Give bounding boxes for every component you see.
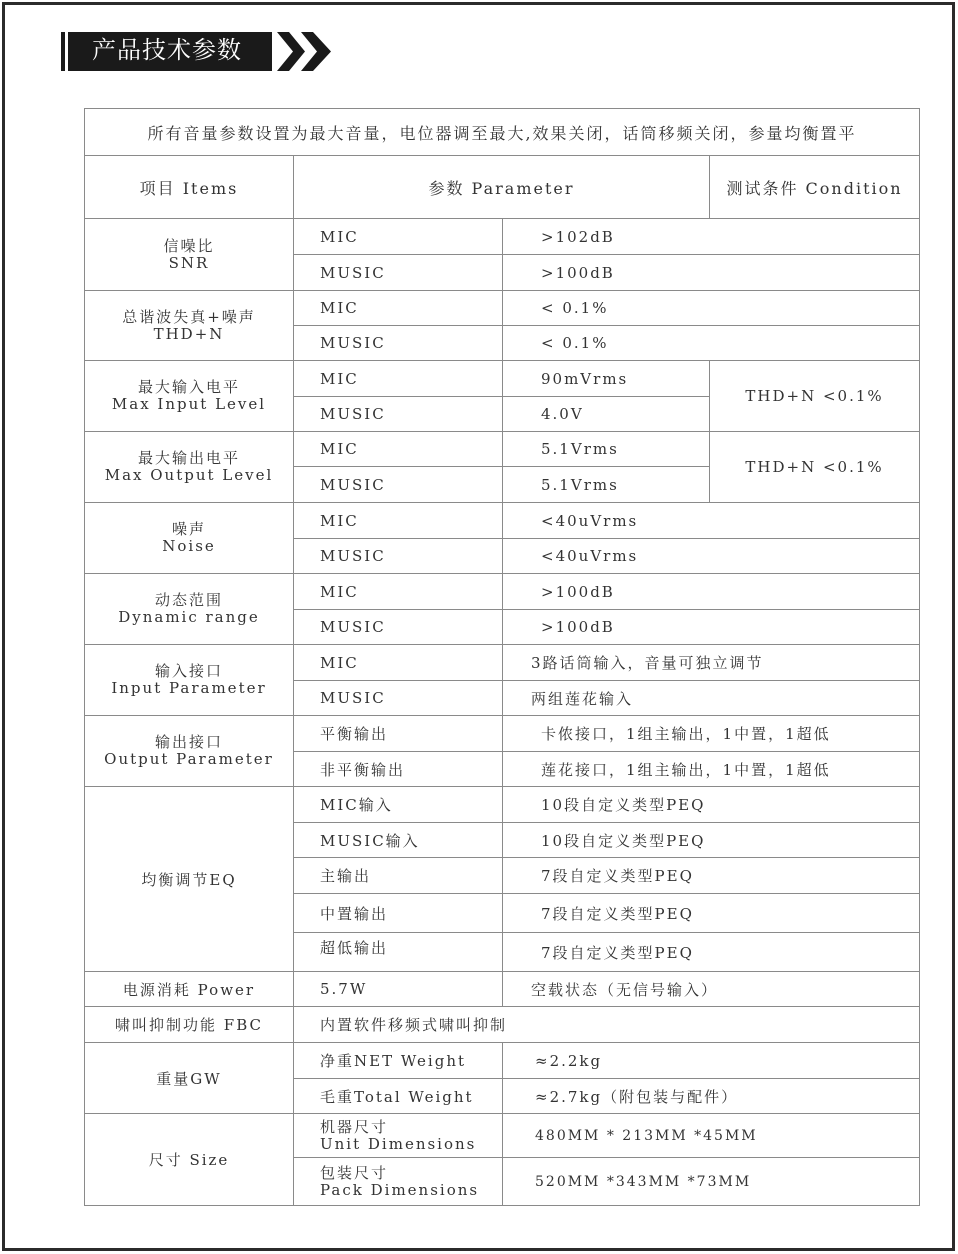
sub-value: < 0.1% bbox=[503, 326, 920, 361]
sub-label: MUSIC bbox=[294, 255, 503, 291]
sub-value: 7段自定义类型PEQ bbox=[503, 894, 920, 933]
sub-label: MIC bbox=[294, 574, 503, 610]
sub-value: 5.1Vrms bbox=[503, 467, 710, 503]
table-row-dynamic-range bbox=[85, 574, 920, 610]
condition-max-output: THD+N <0.1% bbox=[710, 432, 920, 503]
sub-label: 包装尺寸 Pack Dimensions bbox=[294, 1158, 503, 1206]
item-snr: 信噪比 SNR bbox=[85, 219, 294, 291]
sub-value: <40uVrms bbox=[503, 539, 920, 574]
table-row-max-output bbox=[85, 432, 920, 467]
sub-label: MIC bbox=[294, 291, 503, 326]
sub-label: MIC bbox=[294, 219, 503, 255]
sub-value: ≈2.2kg bbox=[503, 1043, 920, 1079]
sub-value: 10段自定义类型PEQ bbox=[503, 787, 920, 823]
sub-label: MUSIC bbox=[294, 610, 503, 645]
header-parameter: 参数 Parameter bbox=[294, 156, 710, 219]
condition-max-input: THD+N <0.1% bbox=[710, 361, 920, 432]
item-size: 尺寸 Size bbox=[85, 1114, 294, 1206]
sub-value: < 0.1% bbox=[503, 291, 920, 326]
item-dynamic-range: 动态范围 Dynamic range bbox=[85, 574, 294, 645]
sub-label: MUSIC bbox=[294, 326, 503, 361]
sub-value: 莲花接口，1组主输出，1中置，1超低 bbox=[503, 752, 920, 787]
sub-label: 机器尺寸 Unit Dimensions bbox=[294, 1114, 503, 1158]
sub-label: 超低输出 bbox=[294, 933, 503, 972]
sub-value: 480MM * 213MM *45MM bbox=[503, 1114, 920, 1158]
sub-label: MUSIC输入 bbox=[294, 823, 503, 858]
sub-value: 7段自定义类型PEQ bbox=[503, 933, 920, 972]
item-fbc: 啸叫抑制功能 FBC bbox=[85, 1007, 294, 1043]
title-accent-stripe bbox=[61, 32, 65, 71]
power-condition: 空载状态（无信号输入） bbox=[503, 972, 920, 1007]
table-row-thd bbox=[85, 291, 920, 326]
table-row-weight bbox=[85, 1043, 920, 1079]
table-row-size bbox=[85, 1114, 920, 1158]
table-row-snr bbox=[85, 219, 920, 255]
sub-label: 中置输出 bbox=[294, 894, 503, 933]
sub-value: 4.0V bbox=[503, 397, 710, 432]
sub-value: >100dB bbox=[503, 610, 920, 645]
item-power: 电源消耗 Power bbox=[85, 972, 294, 1007]
sub-value: ≈2.7kg（附包装与配件） bbox=[503, 1079, 920, 1114]
sub-label: 平衡输出 bbox=[294, 716, 503, 752]
sub-value: 7段自定义类型PEQ bbox=[503, 858, 920, 894]
sub-value: 10段自定义类型PEQ bbox=[503, 823, 920, 858]
sub-value: >100dB bbox=[503, 255, 920, 291]
sub-label: MUSIC bbox=[294, 467, 503, 503]
table-note-row bbox=[85, 109, 920, 156]
sub-value: <40uVrms bbox=[503, 503, 920, 539]
sub-value: 卡侬接口，1组主输出，1中置，1超低 bbox=[503, 716, 920, 752]
sub-label: MIC bbox=[294, 361, 503, 397]
sub-label: 主输出 bbox=[294, 858, 503, 894]
item-max-input: 最大输入电平 Max Input Level bbox=[85, 361, 294, 432]
table-row-output bbox=[85, 716, 920, 752]
table-row-max-input bbox=[85, 361, 920, 397]
item-max-output: 最大输出电平 Max Output Level bbox=[85, 432, 294, 503]
sub-label: 非平衡输出 bbox=[294, 752, 503, 787]
test-note: 所有音量参数设置为最大音量，电位器调至最大,效果关闭，话筒移频关闭，参量均衡置平 bbox=[85, 109, 920, 156]
table-row-fbc bbox=[85, 1007, 920, 1043]
fbc-value: 内置软件移频式啸叫抑制 bbox=[294, 1007, 920, 1043]
header-items: 项目 Items bbox=[85, 156, 294, 219]
item-output: 输出接口 Output Parameter bbox=[85, 716, 294, 787]
sub-label: MIC输入 bbox=[294, 787, 503, 823]
double-chevron-right-icon bbox=[277, 32, 335, 71]
sub-label: MUSIC bbox=[294, 681, 503, 716]
sub-label: MIC bbox=[294, 503, 503, 539]
table-row-input bbox=[85, 645, 920, 681]
sub-value: 90mVrms bbox=[503, 361, 710, 397]
sub-label: MIC bbox=[294, 432, 503, 467]
sub-value: >102dB bbox=[503, 219, 920, 255]
table-row-eq bbox=[85, 787, 920, 823]
item-input: 输入接口 Input Parameter bbox=[85, 645, 294, 716]
spec-table bbox=[84, 108, 920, 1206]
sub-value: 3路话筒输入，音量可独立调节 bbox=[503, 645, 920, 681]
table-header-row bbox=[85, 156, 920, 219]
sub-value: 两组莲花输入 bbox=[503, 681, 920, 716]
table-row-power bbox=[85, 972, 920, 1007]
power-value: 5.7W bbox=[294, 972, 503, 1007]
item-eq: 均衡调节EQ bbox=[85, 787, 294, 972]
page-title: 产品技术参数 bbox=[68, 32, 272, 71]
item-thd: 总谐波失真+噪声 THD+N bbox=[85, 291, 294, 361]
item-noise: 噪声 Noise bbox=[85, 503, 294, 574]
item-weight: 重量GW bbox=[85, 1043, 294, 1114]
sub-label: 毛重Total Weight bbox=[294, 1079, 503, 1114]
sub-label: MUSIC bbox=[294, 397, 503, 432]
sub-label: MUSIC bbox=[294, 539, 503, 574]
sub-value: 520MM *343MM *73MM bbox=[503, 1158, 920, 1206]
sub-value: >100dB bbox=[503, 574, 920, 610]
sub-label: 净重NET Weight bbox=[294, 1043, 503, 1079]
header-condition: 测试条件 Condition bbox=[710, 156, 920, 219]
table-row-noise bbox=[85, 503, 920, 539]
sub-label: MIC bbox=[294, 645, 503, 681]
sub-value: 5.1Vrms bbox=[503, 432, 710, 467]
